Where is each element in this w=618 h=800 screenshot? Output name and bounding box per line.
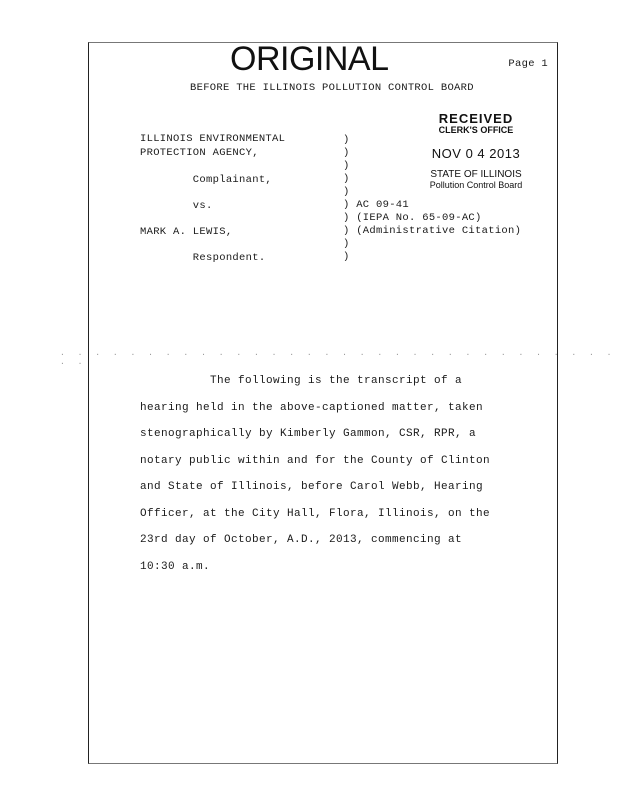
caption-left-line: vs. [140, 200, 213, 212]
caption-left-line: Respondent. [140, 252, 266, 264]
caption-left-line: Complainant, [140, 174, 273, 186]
scan-noise: . . . . . . . . . . . . . . . . . . . . . . . . . . . . . . . . . . [60, 348, 616, 366]
paragraph-line: hearing held in the above-captioned matter, taken [140, 401, 484, 414]
paragraph-line: Officer, at the City Hall, Flora, Illinois, on the [140, 507, 491, 520]
caption-right-line: ) [343, 147, 350, 159]
clerks-office-label: CLERK'S OFFICE [438, 125, 514, 135]
caption-right-line: ) [343, 238, 350, 250]
board-label: Pollution Control Board [429, 180, 523, 190]
caption-left-line: PROTECTION AGENCY, [140, 147, 259, 159]
original-stamp: ORIGINAL [230, 40, 389, 78]
caption-right-line: ) [343, 251, 350, 263]
caption-right-line: ) (Administrative Citation) [343, 225, 522, 237]
paragraph-line: stenographically by Kimberly Gammon, CSR, RPR, a [140, 428, 477, 440]
paragraph-line: notary public within and for the County of Clinton [140, 454, 491, 467]
caption-right-line: ) AC 09-41 [343, 199, 410, 211]
caption-right-line: ) [343, 186, 350, 198]
caption-right-line: ) [343, 173, 350, 185]
caption-right-line: ) (IEPA No. 65-09-AC) [343, 212, 482, 224]
caption-right-line: ) [343, 134, 350, 146]
received-stamp [412, 111, 540, 190]
board-heading: BEFORE THE ILLINOIS POLLUTION CONTROL BOARD [190, 82, 474, 94]
paragraph-line: 23rd day of October, A.D., 2013, commencing at [140, 534, 463, 546]
paragraph-line: 10:30 a.m. [140, 560, 211, 573]
paragraph-line: The following is the transcript of a [140, 375, 463, 387]
transcript-paragraph [140, 368, 530, 580]
paragraph-line: and State of Illinois, before Carol Webb, Hearing [140, 481, 484, 493]
received-date: NOV 0 4 2013 [431, 146, 521, 161]
caption-left-line: ILLINOIS ENVIRONMENTAL [140, 133, 286, 145]
caption-left-line: MARK A. LEWIS, [140, 226, 233, 238]
received-label: RECEIVED [438, 111, 514, 126]
caption-right-line: ) [343, 160, 350, 172]
page-number: Page 1 [508, 58, 548, 70]
state-label: STATE OF ILLINOIS [430, 169, 522, 180]
